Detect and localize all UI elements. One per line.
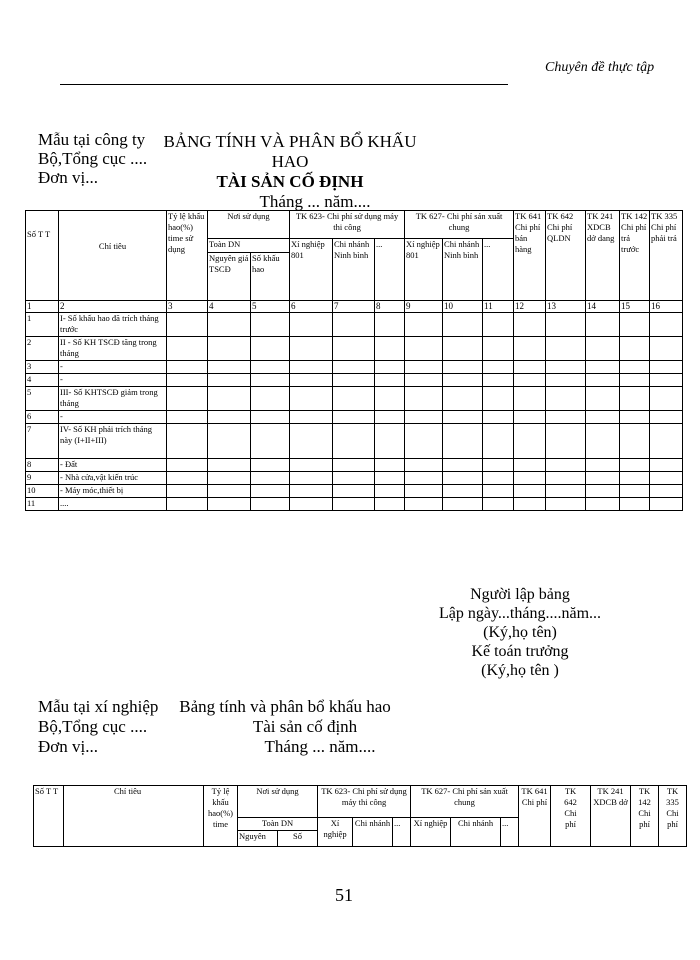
table-cell: [290, 424, 333, 459]
t2-col-dots-623: ...: [393, 817, 411, 846]
table-cell: [167, 424, 208, 459]
date-label: Lập ngày...tháng....năm...: [438, 605, 602, 622]
table-cell: [514, 498, 546, 511]
form2-info: [38, 697, 158, 757]
table-cell: [483, 424, 514, 459]
table-cell: [650, 313, 683, 337]
table-cell: [443, 472, 483, 485]
table-cell: [167, 485, 208, 498]
column-number: 2: [59, 301, 167, 313]
col-dots-623: ...: [375, 239, 405, 301]
column-number: 10: [443, 301, 483, 313]
table-cell: [620, 424, 650, 459]
table-cell: [620, 485, 650, 498]
column-number: 14: [586, 301, 620, 313]
table-cell: [620, 337, 650, 361]
table-cell: [375, 374, 405, 387]
col-nguyen-gia: Nguyên giá TSCĐ: [208, 253, 251, 301]
table-cell: [405, 313, 443, 337]
table-cell: [650, 411, 683, 424]
table-cell: [546, 411, 586, 424]
table-cell: [251, 424, 290, 459]
table-cell: [650, 472, 683, 485]
table-cell: [405, 361, 443, 374]
table-cell: [546, 472, 586, 485]
table-cell: [443, 459, 483, 472]
table-cell: [546, 361, 586, 374]
page-number: 51: [335, 885, 353, 905]
col-toan-dn: Toàn DN: [208, 239, 290, 253]
table-cell: [443, 411, 483, 424]
table-cell: [483, 459, 514, 472]
table-cell: [208, 337, 251, 361]
table-cell: [514, 313, 546, 337]
table-cell: [208, 374, 251, 387]
table-cell: [167, 337, 208, 361]
form1-title1: BẢNG TÍNH VÀ PHÂN BỔ KHẤU HAO: [163, 132, 417, 171]
table-cell: [333, 313, 375, 337]
table-cell: [483, 411, 514, 424]
table-cell: [251, 313, 290, 337]
row-number: 7: [26, 424, 59, 459]
depreciation-table-2: [33, 785, 687, 847]
table-cell: [443, 361, 483, 374]
table-cell: [251, 387, 290, 411]
table-cell: [650, 424, 683, 459]
table-cell: [546, 387, 586, 411]
form1-ministry: Bộ,Tổng cục ....: [38, 149, 148, 168]
table-cell: [586, 337, 620, 361]
table-cell: [546, 424, 586, 459]
table-cell: [375, 472, 405, 485]
row-number: 10: [26, 485, 59, 498]
sign-label-2: (Ký,họ tên ): [481, 662, 559, 679]
table-cell: [586, 485, 620, 498]
table-cell: [443, 424, 483, 459]
row-label: -: [59, 361, 167, 374]
col-tk335: TK 335 Chi phí phải trả: [650, 211, 683, 301]
table-cell: [620, 498, 650, 511]
form1-title2: TÀI SẢN CỐ ĐỊNH: [216, 172, 364, 191]
form2-period: Tháng ... năm....: [264, 737, 376, 756]
col-chi-nhanh-623: Chi nhánh Ninh bình: [333, 239, 375, 301]
table-cell: [443, 313, 483, 337]
row-label: II - Số KH TSCĐ tăng trong tháng: [59, 337, 167, 361]
table-cell: [586, 498, 620, 511]
table-cell: [620, 313, 650, 337]
table-cell: [443, 374, 483, 387]
table-cell: [483, 313, 514, 337]
row-label: III- Số KHTSCĐ giảm trong tháng: [59, 387, 167, 411]
table-cell: [405, 411, 443, 424]
row-number: 11: [26, 498, 59, 511]
table-cell: [290, 411, 333, 424]
table-cell: [251, 459, 290, 472]
depreciation-table: [25, 210, 683, 511]
table-cell: [586, 387, 620, 411]
t2-col-tk241: TK 241 XDCB dở: [591, 786, 631, 847]
accountant-label: Kế toán trưởng: [471, 643, 569, 660]
form1-company: Mẫu tại công ty: [38, 130, 146, 149]
table-row: [26, 459, 683, 472]
form2-ministry: Bộ,Tổng cục ....: [38, 717, 148, 736]
table-cell: [251, 361, 290, 374]
table-cell: [333, 424, 375, 459]
col-tk627: TK 627- Chi phí sản xuất chung: [405, 211, 514, 239]
row-number: 3: [26, 361, 59, 374]
table-cell: [333, 387, 375, 411]
table-cell: [375, 459, 405, 472]
table-cell: [650, 459, 683, 472]
t2-col-xi-nghiep-627: Xí nghiệp: [411, 817, 451, 846]
table-cell: [208, 313, 251, 337]
table-row: [26, 374, 683, 387]
column-number: 11: [483, 301, 514, 313]
col-chi-nhanh-627: Chi nhánh Ninh bình: [443, 239, 483, 301]
table-cell: [546, 485, 586, 498]
table-cell: [208, 361, 251, 374]
row-number: 1: [26, 313, 59, 337]
table-cell: [650, 361, 683, 374]
table-cell: [405, 485, 443, 498]
table-cell: [251, 485, 290, 498]
table-cell: [650, 374, 683, 387]
col-so-kh: Số khấu hao: [251, 253, 290, 301]
table-cell: [650, 485, 683, 498]
table-row: [26, 498, 683, 511]
table-cell: [333, 498, 375, 511]
table-cell: [586, 411, 620, 424]
table-cell: [208, 387, 251, 411]
table-cell: [620, 361, 650, 374]
row-label: -: [59, 411, 167, 424]
table-cell: [586, 424, 620, 459]
table-cell: [167, 498, 208, 511]
table-cell: [514, 424, 546, 459]
table-cell: [251, 498, 290, 511]
row-label: I- Số khấu hao đã trích tháng trước: [59, 313, 167, 337]
table-cell: [514, 485, 546, 498]
table-cell: [333, 472, 375, 485]
table-cell: [333, 459, 375, 472]
row-label: - Đất: [59, 459, 167, 472]
row-label: - Máy móc,thiết bị: [59, 485, 167, 498]
table-cell: [586, 374, 620, 387]
column-number: 15: [620, 301, 650, 313]
column-number: 12: [514, 301, 546, 313]
table-cell: [483, 387, 514, 411]
table-cell: [586, 361, 620, 374]
t2-col-chi-tieu: Chỉ tiêu: [64, 786, 204, 847]
table-cell: [405, 472, 443, 485]
table1-body: [26, 313, 683, 511]
table-cell: [167, 374, 208, 387]
table-cell: [650, 337, 683, 361]
form2-titles: [175, 697, 395, 757]
table-cell: [620, 459, 650, 472]
column-number: 4: [208, 301, 251, 313]
table-cell: [514, 411, 546, 424]
table-cell: [586, 459, 620, 472]
column-number: 9: [405, 301, 443, 313]
table-cell: [514, 374, 546, 387]
t2-col-tk627: TK 627- Chi phí sản xuất chung: [411, 786, 519, 818]
t2-col-tk142: TK 142 Chi phí: [631, 786, 659, 847]
t2-col-chi-nhanh-623: Chi nhánh: [353, 817, 393, 846]
table-cell: [290, 459, 333, 472]
table-cell: [333, 337, 375, 361]
form1-titles: [160, 132, 420, 212]
table-cell: [375, 387, 405, 411]
table-cell: [650, 387, 683, 411]
row-number: 2: [26, 337, 59, 361]
row-label: ....: [59, 498, 167, 511]
t2-col-toan-dn: Toàn DN: [238, 817, 318, 831]
table-cell: [333, 411, 375, 424]
table-row: [26, 411, 683, 424]
table-cell: [405, 459, 443, 472]
table-cell: [208, 459, 251, 472]
table-cell: [208, 498, 251, 511]
table-cell: [375, 498, 405, 511]
column-number-row: [26, 301, 683, 313]
form1-period: Tháng ... năm....: [259, 192, 371, 211]
signature-block: [430, 585, 610, 680]
form1-unit: Đơn vị...: [38, 168, 98, 187]
table-cell: [405, 498, 443, 511]
t2-col-so: Số: [278, 831, 318, 847]
column-number: 13: [546, 301, 586, 313]
column-number: 8: [375, 301, 405, 313]
column-number: 16: [650, 301, 683, 313]
table-cell: [620, 374, 650, 387]
table-cell: [375, 337, 405, 361]
t2-col-dots-627: ...: [501, 817, 519, 846]
table-cell: [514, 361, 546, 374]
col-xi-nghiep-627: Xí nghiệp 801: [405, 239, 443, 301]
sign-label-1: (Ký,họ tên): [483, 624, 557, 641]
column-number: 5: [251, 301, 290, 313]
form2-company: Mẫu tại xí nghiệp: [38, 697, 159, 716]
col-tk641: TK 641 Chi phí bán hàng: [514, 211, 546, 301]
col-tk142: TK 142 Chi phí trả trước: [620, 211, 650, 301]
row-number: 4: [26, 374, 59, 387]
form2-unit: Đơn vị...: [38, 737, 98, 756]
row-label: - Nhà cửa,vật kiến trúc: [59, 472, 167, 485]
t2-col-tk623: TK 623- Chi phí sử dụng máy thi công: [318, 786, 411, 818]
table-cell: [514, 387, 546, 411]
table-row: [26, 361, 683, 374]
table-cell: [514, 337, 546, 361]
table-cell: [167, 459, 208, 472]
col-tk642: TK 642 Chi phí QLDN: [546, 211, 586, 301]
table-cell: [405, 337, 443, 361]
table-cell: [650, 498, 683, 511]
table-cell: [208, 411, 251, 424]
table-row: [26, 485, 683, 498]
table-cell: [290, 361, 333, 374]
table-cell: [586, 313, 620, 337]
table-cell: [443, 485, 483, 498]
table-cell: [290, 374, 333, 387]
table-cell: [483, 498, 514, 511]
t2-col-ty-le: Tỷ lệ khấu hao(%) time: [204, 786, 238, 847]
table-row: [26, 424, 683, 459]
table-cell: [375, 361, 405, 374]
table-cell: [251, 411, 290, 424]
column-number: 7: [333, 301, 375, 313]
table-cell: [514, 459, 546, 472]
table-cell: [251, 472, 290, 485]
table-cell: [546, 337, 586, 361]
t2-col-tk641: TK 641 Chi phí: [519, 786, 551, 847]
t2-col-tk335: TK 335 Chi phí: [659, 786, 687, 847]
table-cell: [167, 361, 208, 374]
table-row: [26, 387, 683, 411]
t2-col-stt: Số T T: [34, 786, 64, 847]
t2-col-xi-nghiep-623: Xí nghiệp: [318, 817, 353, 846]
table-cell: [620, 387, 650, 411]
column-number: 1: [26, 301, 59, 313]
table-cell: [514, 472, 546, 485]
col-dots-627: ...: [483, 239, 514, 301]
col-tk241: TK 241 XDCB dở dang: [586, 211, 620, 301]
col-chi-tieu: Chỉ tiêu: [59, 211, 167, 301]
col-ty-le: Tỷ lệ khấu hao(%) time sử dụng: [167, 211, 208, 301]
table-row: [26, 313, 683, 337]
table-cell: [375, 485, 405, 498]
table-cell: [290, 498, 333, 511]
table-cell: [620, 472, 650, 485]
table-cell: [333, 361, 375, 374]
column-number: 6: [290, 301, 333, 313]
table-cell: [375, 411, 405, 424]
table-cell: [483, 485, 514, 498]
table-cell: [167, 472, 208, 485]
header-rule: [60, 84, 508, 85]
col-tk623: TK 623- Chi phí sử dụng máy thi công: [290, 211, 405, 239]
table-cell: [208, 485, 251, 498]
table-cell: [483, 374, 514, 387]
table-cell: [167, 387, 208, 411]
table-cell: [375, 424, 405, 459]
table-cell: [375, 313, 405, 337]
row-number: 9: [26, 472, 59, 485]
maker-label: Người lập bảng: [470, 586, 570, 603]
table-cell: [333, 374, 375, 387]
t2-col-noi-su-dung: Nơi sử dụng: [238, 786, 318, 818]
table-cell: [483, 472, 514, 485]
table-cell: [208, 424, 251, 459]
col-noi-su-dung: Nơi sử dụng: [208, 211, 290, 239]
table-cell: [208, 472, 251, 485]
form2-title2: Tài sản cố định: [252, 717, 358, 736]
row-label: -: [59, 374, 167, 387]
row-number: 5: [26, 387, 59, 411]
table-cell: [290, 485, 333, 498]
header-title: Chuyên đề thực tập: [545, 60, 655, 75]
table-row: [26, 337, 683, 361]
table-cell: [167, 313, 208, 337]
table-cell: [546, 374, 586, 387]
row-number: 8: [26, 459, 59, 472]
row-label: IV- Số KH phải trích tháng này (I+II+III): [59, 424, 167, 459]
t2-col-nguyen: Nguyên: [238, 831, 278, 847]
table-cell: [443, 387, 483, 411]
column-number: 3: [167, 301, 208, 313]
form1-info: [38, 130, 147, 187]
table-cell: [290, 472, 333, 485]
table-cell: [546, 313, 586, 337]
table-cell: [405, 374, 443, 387]
form2-title1: Bảng tính và phân bổ khấu hao: [179, 697, 391, 716]
table-cell: [546, 459, 586, 472]
table-cell: [443, 498, 483, 511]
t2-col-chi-nhanh-627: Chi nhánh: [451, 817, 501, 846]
table-cell: [333, 485, 375, 498]
table-cell: [586, 472, 620, 485]
table-cell: [251, 374, 290, 387]
table-cell: [290, 337, 333, 361]
col-stt: Số T T: [26, 211, 59, 301]
table-cell: [483, 361, 514, 374]
table-cell: [620, 411, 650, 424]
t2-col-tk642: TK 642 Chi phí: [551, 786, 591, 847]
table-row: [26, 472, 683, 485]
table-cell: [290, 387, 333, 411]
table-cell: [443, 337, 483, 361]
table-cell: [483, 337, 514, 361]
table-cell: [405, 424, 443, 459]
table-cell: [405, 387, 443, 411]
table-cell: [251, 337, 290, 361]
row-number: 6: [26, 411, 59, 424]
table-cell: [546, 498, 586, 511]
col-xi-nghiep-623: Xí nghiệp 801: [290, 239, 333, 301]
table-cell: [290, 313, 333, 337]
table-cell: [167, 411, 208, 424]
